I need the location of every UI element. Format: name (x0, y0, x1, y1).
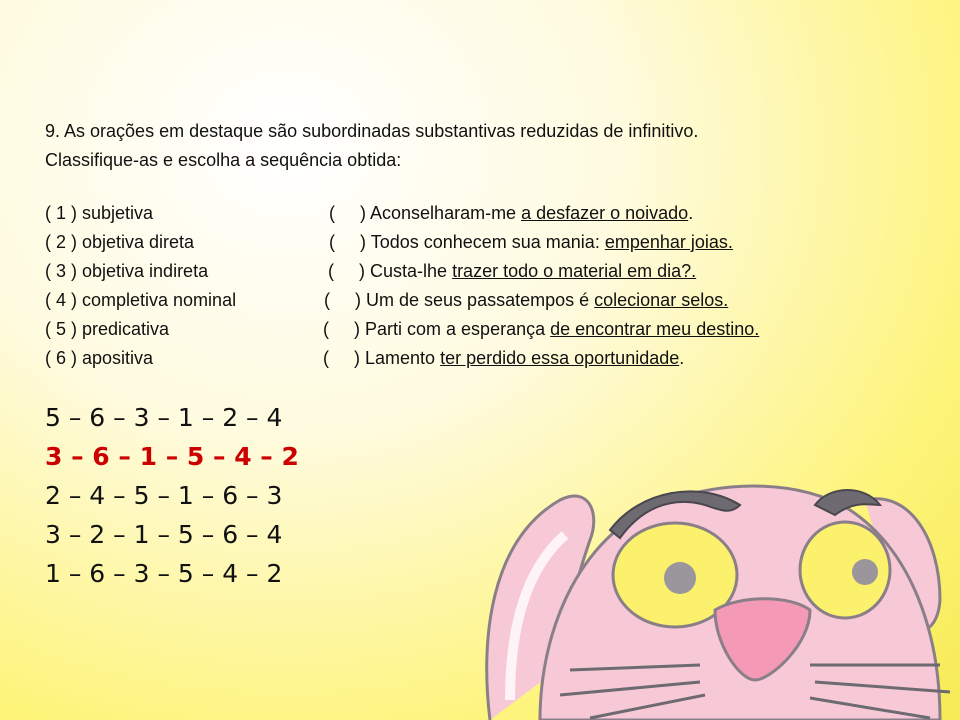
pink-panther-illustration (470, 460, 960, 720)
category-label: ( 1 ) subjetiva (45, 203, 154, 223)
question-text (45, 117, 698, 175)
category-label: ( 2 ) objetiva direta (45, 232, 195, 252)
statement (328, 261, 696, 282)
highlighted-clause: empenhar joias. (604, 232, 733, 252)
statement-text: Um de seus passatempos é (366, 290, 595, 310)
answer-option[interactable]: 2 – 4 – 5 – 1 – 6 – 3 (45, 481, 283, 510)
category-label: ( 3 ) objetiva indireta (45, 261, 209, 281)
category-label: ( 6 ) apositiva (45, 348, 154, 368)
statement (323, 348, 684, 369)
highlighted-clause: trazer todo o material em dia?. (452, 261, 697, 281)
question-line-1: 9. As orações em destaque são subordinadas substantivas reduzidas de infinitivo. (45, 121, 699, 141)
statement-end: . (688, 203, 694, 223)
category-label: ( 5 ) predicativa (45, 319, 170, 339)
statement-end: . (679, 348, 685, 368)
answer-options (45, 398, 299, 593)
highlighted-clause: a desfazer o noivado (521, 203, 689, 223)
right-pupil (852, 559, 878, 585)
answer-blank: ( ) (324, 290, 361, 310)
answer-blank: ( ) (329, 232, 366, 252)
left-pupil (664, 562, 696, 594)
statement-text: Lamento (365, 348, 441, 368)
answer-blank: ( ) (323, 319, 360, 339)
highlighted-clause: de encontrar meu destino. (550, 319, 760, 339)
statement-text: Custa-lhe (370, 261, 453, 281)
statement (323, 319, 759, 340)
answer-option-correct[interactable]: 3 – 6 – 1 – 5 – 4 – 2 (45, 442, 299, 471)
highlighted-clause: colecionar selos. (594, 290, 729, 310)
answer-option[interactable]: 5 – 6 – 3 – 1 – 2 – 4 (45, 403, 283, 432)
statement (329, 203, 693, 224)
answer-blank: ( ) (323, 348, 360, 368)
answer-blank: ( ) (328, 261, 365, 281)
question-line-2: Classifique-as e escolha a sequência obtida: (45, 150, 402, 170)
answer-option[interactable]: 1 – 6 – 3 – 5 – 4 – 2 (45, 559, 283, 588)
statement-text: Todos conhecem sua mania: (370, 232, 605, 252)
answer-blank: ( ) (329, 203, 366, 223)
answer-option[interactable]: 3 – 2 – 1 – 5 – 6 – 4 (45, 520, 283, 549)
statement (329, 232, 733, 253)
statement-text: Aconselharam-me (370, 203, 522, 223)
category-label: ( 4 ) completiva nominal (45, 290, 237, 310)
statement (324, 290, 728, 311)
statement-text: Parti com a esperança (365, 319, 551, 339)
highlighted-clause: ter perdido essa oportunidade (440, 348, 680, 368)
